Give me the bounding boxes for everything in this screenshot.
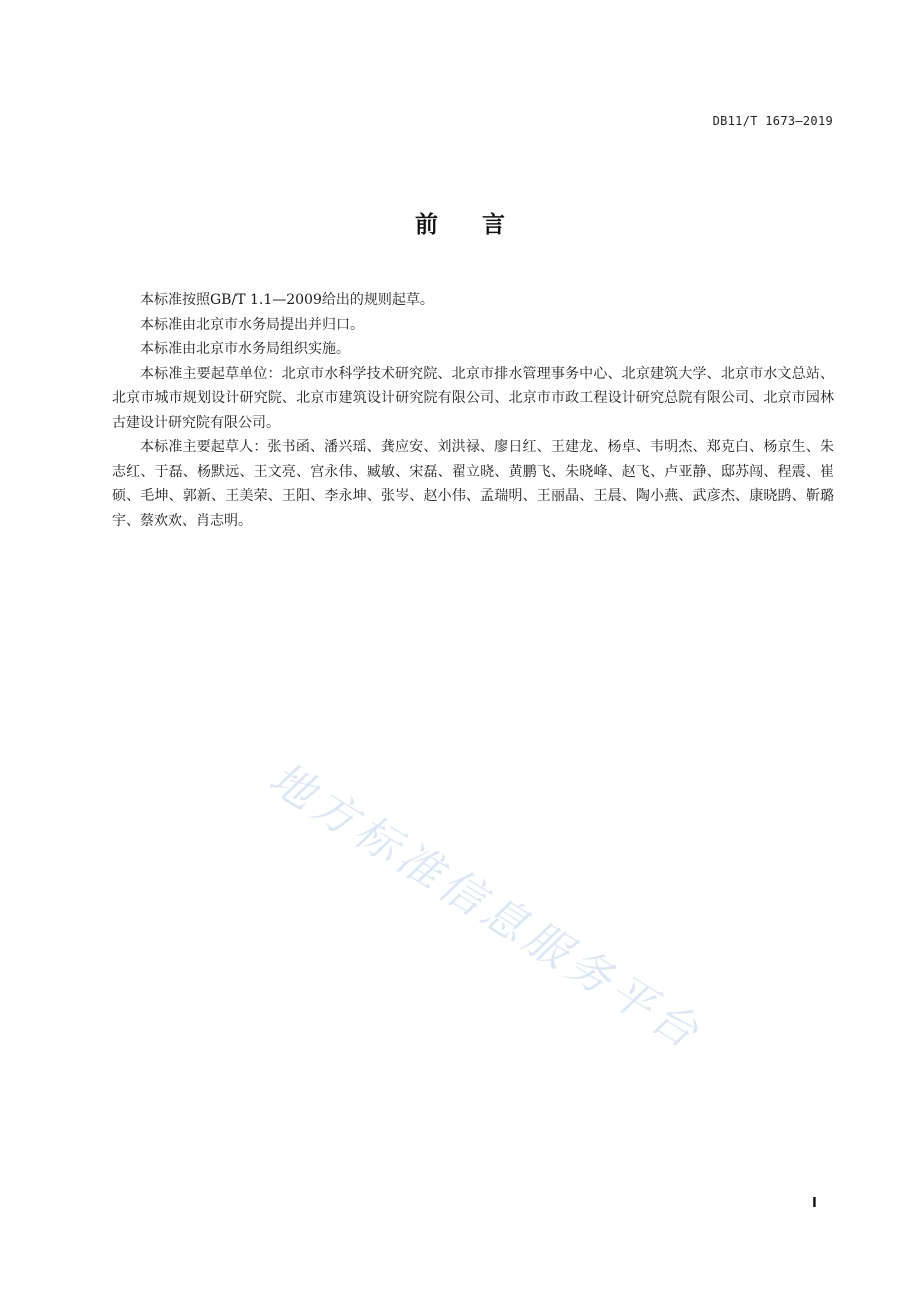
paragraph-drafters: 本标准主要起草人：张书函、潘兴瑶、龚应安、刘洪禄、廖日红、王建龙、杨卓、韦明杰、郑克白、杨京生、朱志红、于磊、杨默远、王文亮、宫永伟、臧敏、宋磊、翟立晓、黄鹏飞、朱晓峰、赵飞、卢亚静、邸苏闯、程震、崔硕、毛坤、郭新、王美荣、王阳、李永坤、张岑、赵小伟、孟瑞明、王丽晶、王晨、陶小燕、武彦杰、康晓鹍、靳璐宇、蔡欢欢、肖志明。 <box>112 439 834 529</box>
document-code: DB11/T 1673—2019 <box>712 114 833 128</box>
paragraph-drafting-units: 本标准主要起草单位：北京市水科学技术研究院、北京市排水管理事务中心、北京建筑大学、北京市水文总站、北京市城市规划设计研究院、北京市建筑设计研究院有限公司、北京市市政工程设计研究总院有限公司、北京市园林古建设计研究院有限公司。 <box>112 365 834 431</box>
paragraph-implementer: 本标准由北京市水务局组织实施。 <box>140 341 350 357</box>
foreword-body <box>112 288 834 533</box>
page-number: I <box>812 1196 817 1211</box>
watermark: 地方标准信息服务平台 <box>260 752 712 1061</box>
page-title <box>0 206 920 239</box>
page-title-char-1: 前 <box>415 212 438 238</box>
paragraph-proposer: 本标准由北京市水务局提出并归口。 <box>140 316 364 333</box>
paragraph-drafting-rules: 本标准按照GB/T 1.1—2009给出的规则起草。 <box>140 292 434 308</box>
page-title-char-2: 言 <box>482 212 505 238</box>
